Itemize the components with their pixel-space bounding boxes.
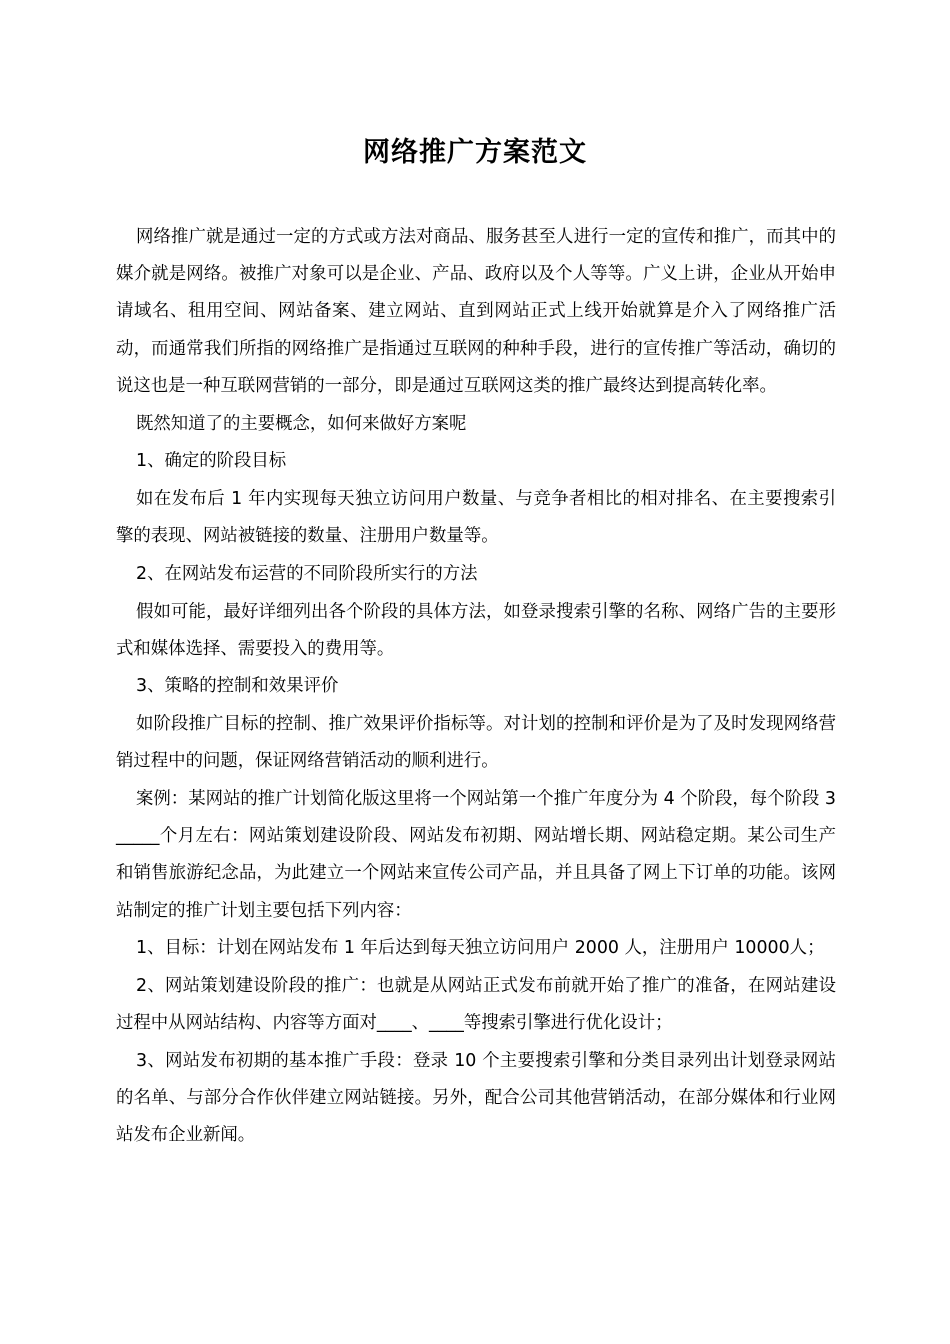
heading-stage-methods: 2、在网站发布运营的不同阶段所实行的方法 xyxy=(136,563,478,584)
paragraph-intro: 网络推广就是通过一定的方式或方法对商品、服务甚至人进行一定的宣传和推广，而其中的媒介就是网络。被推广对象可以是企业、产品、政府以及个人等等。广义上讲，企业从开始申请域名、租用空间、网站备案、建立网站、直到网站正式上线开始就算是介入了网络推广活动，而通常我们所指的网络推广是指通过互联网的种种手段，进行的宣传推广等活动，确切的说这也是一种互联网营销的一部分，即是通过互联网这类的推广最终达到提高转化率。 xyxy=(116,227,836,396)
paragraph-case-planning: 2、网站策划建设阶段的推广：也就是从网站正式发布前就开始了推广的准备，在网站建设过程中从网站结构、内容等方面对____、____等搜索引擎进行优化设计； xyxy=(116,976,836,1034)
paragraph-case-goal: 1、目标：计划在网站发布 1 年后达到每天独立访问用户 2000 人，注册用户 10000人； xyxy=(136,938,825,959)
paragraph-question: 既然知道了的主要概念，如何来做好方案呢 xyxy=(136,413,467,434)
paragraph-control-evaluation: 如阶段推广目标的控制、推广效果评价指标等。对计划的控制和评价是为了及时发现网络营销过程中的问题，保证网络营销活动的顺利进行。 xyxy=(116,714,836,772)
heading-stage-goals: 1、确定的阶段目标 xyxy=(136,451,287,472)
paragraph-case-study: 案例：某网站的推广计划简化版这里将一个网站第一个推广年度分为 4 个阶段，每个阶段 3_____个月左右：网站策划建设阶段、网站发布初期、网站增长期、网站稳定期。某公司生产和销售旅游纪念品，为此建立一个网站来宣传公司产品，并且具备了网上下订单的功能。该网站制定的推广计划主要包括下列内容： xyxy=(116,789,836,921)
paragraph-stage-goals: 如在发布后 1 年内实现每天独立访问用户数量、与竞争者相比的相对排名、在主要搜索引擎的表现、网站被链接的数量、注册用户数量等。 xyxy=(116,488,836,547)
document-body xyxy=(116,219,836,1155)
document-title: 网络推广方案范文 xyxy=(363,137,587,168)
heading-control-evaluation: 3、策略的控制和效果评价 xyxy=(136,676,339,697)
paragraph-stage-methods: 假如可能，最好详细列出各个阶段的具体方法，如登录搜索引擎的名称、网络广告的主要形式和媒体选择、需要投入的费用等。 xyxy=(116,601,836,659)
paragraph-case-launch: 3、网站发布初期的基本推广手段：登录 10 个主要搜索引擎和分类目录列出计划登录网站的名单、与部分合作伙伴建立网站链接。另外，配合公司其他营销活动，在部分媒体和行业网站发布企业新闻。 xyxy=(116,1050,836,1146)
